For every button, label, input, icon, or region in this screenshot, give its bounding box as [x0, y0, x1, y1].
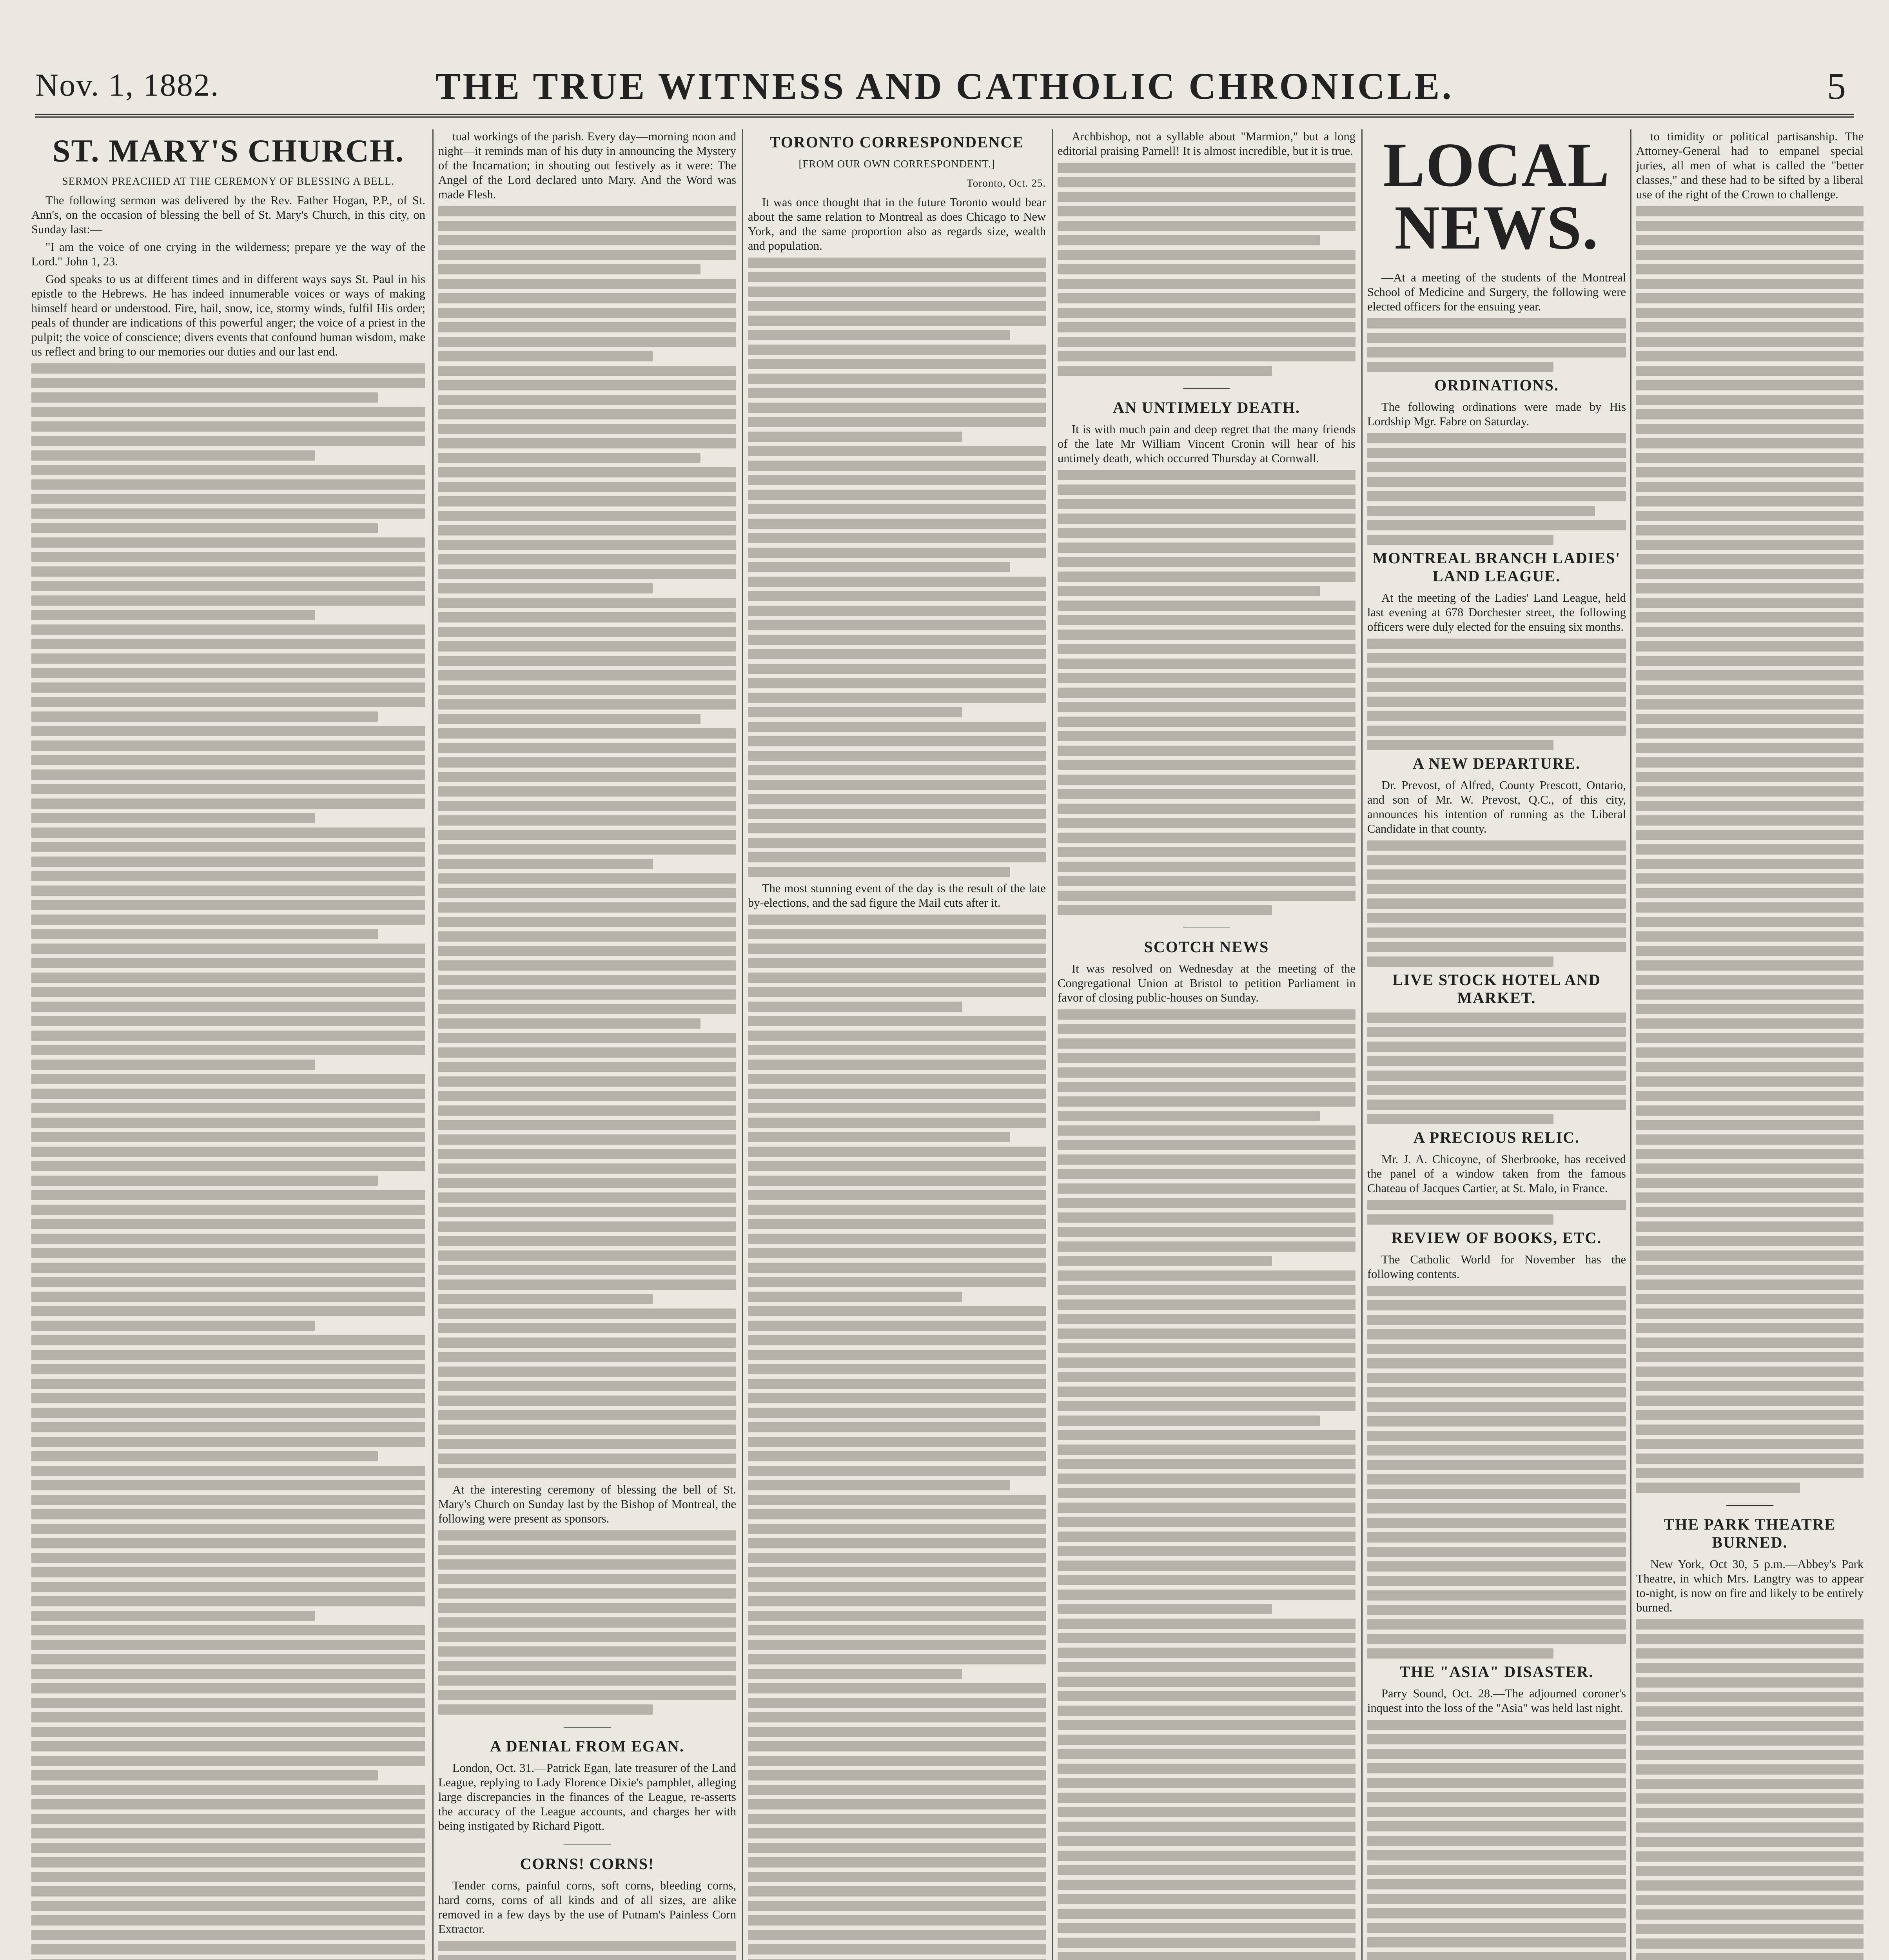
paragraph: At the meeting of the Ladies' Land League, held last evening at 678 Dorchester street, the following officers were duly elected for the ensuing six months. [1367, 591, 1626, 633]
article-heading: TORONTO CORRESPONDENCE [769, 133, 1024, 151]
article-heading: ST. MARY'S CHURCH. [52, 133, 405, 169]
paragraph: The most stunning event of the day is the result of the late by-elections, and the sad figure the Mail cuts after it. [748, 882, 1046, 909]
paragraph: It was resolved on Wednesday at the meeting of the Congregational Union at Bristol to petition Parliament in favor of closing public-houses on Sunday. [1058, 962, 1356, 1004]
column-rule [742, 129, 743, 1960]
masthead [35, 59, 1854, 118]
body-text-block [748, 915, 1046, 1960]
dateline: Toronto, Oct. 25. [967, 177, 1046, 189]
column-2: tual workings of the parish. Every day—morning noon and night—it reminds man of his duty in announcing the Mystery of the Incarnation; in shouting out festively as it were: The Angel of the Lord declared unto Mary. And the Word was made Flesh. At the interesting ceremony of blessing the bell of St. Mary's Church on Sunday last by the Bishop of Montreal, the following were present as sponsors. ———— A DENIAL FROM EGAN. London, Oct. 31.—Patrick Egan, late treasurer of the Land League, replying to Lady Florence Dixie's pamphlet, alleging large discrepancies in the finances of the League, re-asserts the accuracy of the League accounts, and charges her with being instigated by Richard Pigott. ———— CORNS! CORNS! Tender corns, painful corns, soft corns, bleeding corns, hard corns, corns of all kinds and of all sizes, are alike removed in a few days by the use of Putnam's Painless Corn Extractor. [438, 129, 736, 1960]
article-heading: SCOTCH NEWS [1144, 938, 1269, 956]
paragraph: tual workings of the parish. Every day—morning noon and night—it reminds man of his duty in announcing the Mystery of the Incarnation; in shouting out festively as it were: The Angel of the Lord declared unto Mary. And the Word was made Flesh. [438, 130, 736, 201]
section-heading: LOCAL NEWS. [1383, 130, 1610, 262]
article-subheading: SERMON PREACHED AT THE CEREMONY OF BLESSING A BELL. [62, 175, 395, 187]
page-number: 5 [1827, 65, 1846, 107]
column-6: to timidity or political partisanship. The Attorney-General had to empanel special juries, all men of what is called the "better classes," and these had to be sifted by a liberal use of the right of the Crown to challenge. ———— THE PARK THEATRE BURNED. New York, Oct 30, 5 p.m.—Abbey's Park Theatre, in which Mrs. Langtry was to appear to-night, is now on fire and likely to be entirely burned. [1636, 129, 1864, 1960]
paragraph: At the interesting ceremony of blessing the bell of St. Mary's Church on Sunday last by the Bishop of Montreal, the following were present as sponsors. [438, 1483, 736, 1525]
column-5 [1367, 129, 1626, 1960]
body-text-block [438, 206, 736, 1478]
body-text-block [438, 1530, 736, 1715]
paragraph: God speaks to us at different times and in different ways says St. Paul in his epistle to the Hebrews. He has indeed innumerable voices or ways of making himself heard or understood. Fire, hail, snow, ice, stormy winds, fulfil His order; peals of thunder are indications of this powerful anger; the voice of a priest in the pulpit; the voice of conscience; divers events that confound human wisdom, make us reflect and bring to our memories our duties and our last end. [31, 272, 425, 358]
paragraph: Archbishop, not a syllable about "Marmion," but a long editorial praising Parnell! It is almost incredible, but it is true. [1058, 130, 1356, 158]
paragraph: It is with much pain and deep regret that the many friends of the late Mr William Vincent Cronin will hear of his untimely death, which occurred Thursday at Cornwall. [1058, 423, 1356, 465]
column-1 [31, 129, 425, 1960]
paragraph: The Catholic World for November has the following contents. [1367, 1253, 1626, 1281]
column-4: Archbishop, not a syllable about "Marmion," but a long editorial praising Parnell! It is almost incredible, but it is true. ———— AN UNTIMELY DEATH. It is with much pain and deep regret that the many friends of the late Mr William Vincent Cronin will hear of his untimely death, which occurred Thursday at Cornwall. ———— SCOTCH NEWS It was resolved on Wednesday at the meeting of the Congregational Union at Bristol to petition Parliament in favor of closing public-houses on Sunday. [1058, 129, 1356, 1960]
article-heading: LIVE STOCK HOTEL AND MARKET. [1392, 971, 1601, 1007]
column-rule [432, 129, 434, 1960]
body-text-block [748, 258, 1046, 877]
paragraph: The following sermon was delivered by the Rev. Father Hogan, P.P., of St. Ann's, on the occasion of blessing the bell of St. Mary's Church, in this city, on Sunday last:— [31, 194, 425, 236]
paragraph: The following ordinations were made by His Lordship Mgr. Fabre on Saturday. [1367, 400, 1626, 428]
paragraph: to timidity or political partisanship. The Attorney-General had to empanel special juries, all men of what is called the "better classes," and these had to be sifted by a liberal use of the right of the Crown to challenge. [1636, 130, 1864, 201]
newspaper-title: THE TRUE WITNESS AND CATHOLIC CHRONICLE. [435, 65, 1454, 107]
column-rule [1052, 129, 1053, 1960]
issue-date: Nov. 1, 1882. [35, 67, 220, 103]
paragraph: It was once thought that in the future Toronto would bear about the same relation to Montreal as does Chicago to New York, and the same proportion also as regards size, wealth and population. [748, 196, 1046, 252]
paragraph: Dr. Prevost, of Alfred, County Prescott, Ontario, and son of Mr. W. Prevost, Q.C., of this city, announces his intention of running as the Liberal Candidate in that county. [1367, 779, 1626, 835]
body-text-block [1058, 163, 1356, 376]
paragraph: Parry Sound, Oct. 28.—The adjourned coroner's inquest into the loss of the "Asia" was held last night. [1367, 1687, 1626, 1715]
article-heading: A NEW DEPARTURE. [1412, 755, 1581, 772]
column-rule [1630, 129, 1631, 1960]
column-3 [748, 129, 1046, 1960]
article-heading: A DENIAL FROM EGAN. [490, 1737, 684, 1755]
column-rule [1361, 129, 1363, 1960]
paragraph: "I am the voice of one crying in the wilderness; prepare ye the way of the Lord." John 1, 23. [31, 240, 425, 268]
paragraph: London, Oct. 31.—Patrick Egan, late treasurer of the Land League, replying to Lady Florence Dixie's pamphlet, alleging large discrepancies in the finances of the League, re-asserts the accuracy of the League accounts, and charges her with being instigated by Richard Pigott. [438, 1761, 736, 1833]
article-heading: ORDINATIONS. [1434, 376, 1559, 394]
article-subheading: [FROM OUR OWN CORRESPONDENT.] [798, 158, 995, 170]
body-text-block [1058, 470, 1356, 915]
body-text-block [1636, 206, 1864, 1493]
paragraph: New York, Oct 30, 5 p.m.—Abbey's Park Theatre, in which Mrs. Langtry was to appear to-night, is now on fire and likely to be entirely burned. [1636, 1557, 1864, 1614]
article-heading: CORNS! CORNS! [520, 1855, 655, 1873]
article-heading: REVIEW OF BOOKS, ETC. [1391, 1229, 1602, 1247]
article-heading: THE "ASIA" DISASTER. [1399, 1663, 1594, 1681]
article-heading: AN UNTIMELY DEATH. [1113, 399, 1300, 416]
body-text-block [31, 363, 425, 1960]
body-text-block [1636, 1619, 1864, 1960]
article-heading: MONTREAL BRANCH LADIES' LAND LEAGUE. [1372, 549, 1621, 585]
article-heading: THE PARK THEATRE BURNED. [1664, 1515, 1836, 1551]
paragraph: Mr. J. A. Chicoyne, of Sherbrooke, has received the panel of a window taken from the famous Chateau of Jacques Cartier, at St. Malo, in France. [1367, 1152, 1626, 1195]
body-text-block [1058, 1009, 1356, 1960]
paragraph: —At a meeting of the students of the Montreal School of Medicine and Surgery, the following were elected officers for the ensuing year. [1367, 271, 1626, 313]
article-heading: A PRECIOUS RELIC. [1413, 1129, 1580, 1146]
paragraph: Tender corns, painful corns, soft corns, bleeding corns, hard corns, corns of all kinds and of all sizes, are alike removed in a few days by the use of Putnam's Painless Corn Extractor. [438, 1879, 736, 1936]
